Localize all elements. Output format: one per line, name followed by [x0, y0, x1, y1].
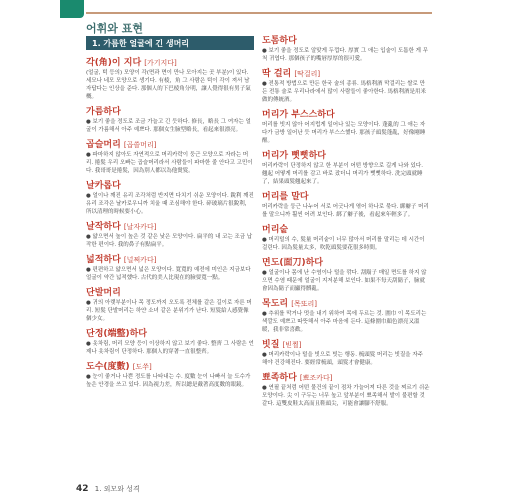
chapter-title: 어휘와 표현 [86, 22, 143, 35]
vocab-entry [262, 299, 430, 334]
vocab-entry [262, 36, 430, 63]
vocab-entry [262, 110, 430, 145]
vocab-entry [262, 192, 430, 219]
vocab-headword [262, 299, 430, 310]
section-title: 1. 가름한 얼굴에 긴 생머리 [86, 36, 254, 50]
headword-text: 머리숱 [262, 225, 289, 235]
vocab-entry [86, 222, 254, 249]
headword-text: 각(角)이 지다 [86, 58, 142, 68]
headword-text: 머리가 부스스하다 [262, 110, 335, 120]
vocab-definition: ● 눈이 좋거나 나쁜 정도를 나타내는 수. 度數 눈이 나빠서 늘 도수가 높은 안경을 쓰고 있다. 因為視力差，所以總是戴著高度數的眼鏡。 [86, 374, 251, 388]
vocab-entry [86, 255, 254, 282]
pronunciation-bracket: [날자카다] [123, 223, 157, 231]
vocab-definition: ● 연필 끝처럼 어떤 물건의 끝이 점차 가늘어져 다른 것을 찌르기 쉬운 모양이다. 尖 이 구두는 너무 높고 앞부분이 뾰족해서 발이 불편할 것 같다. 這雙皮鞋太高而且鞋頭尖，可能會讓腳不舒服。 [262, 385, 430, 407]
corner-tab [60, 0, 84, 18]
vocab-definition: ● 파마하지 않아도 자연적으로 머리카락이 둥근 모양으로 자라는 머리. 捲髮 우리 오빠는 곱슬머리라서 사람들이 파마한 줄 안다고 고민이다. 我哥哥是捲髮，因為別人都以為他燙髮。 [86, 152, 253, 174]
headword-text: 곱슬머리 [86, 140, 121, 150]
vocab-headword [262, 192, 430, 203]
pronunciation-bracket: [널쩌카다] [123, 256, 157, 264]
right-entry-list [262, 36, 430, 408]
vocab-entry [86, 181, 254, 216]
pronunciation-bracket: [곱쓸머리] [123, 141, 157, 149]
headword-text: 넓적하다 [86, 255, 121, 265]
page-number: 42 [76, 484, 89, 494]
pronunciation-bracket: [빋찔] [282, 341, 302, 349]
vocab-definition: ● 머리털의 수, 髮量 머리숱이 너무 많아서 머리를 말리는 데 시간이 걸린다. 因為髮量太多，吹乾頭髮要花很多時間。 [262, 237, 425, 251]
vocab-headword [262, 151, 430, 162]
vocab-headword [262, 110, 430, 121]
headword-text: 목도리 [262, 299, 289, 309]
vocab-definition: ● 얼굴이나 몸에 난 수염이나 털을 깎다. 刮鬍子 매일 면도를 하지 않으면 수염 때문에 얼굴이 지저분해 보인다. 如果不每天刮鬍子，臉就會因為鬍子而顯得髒亂。 [262, 270, 427, 292]
vocab-definition: ● 얇으면서 높이 높은 것 같은 낮은 모양이다. 扁平的 내 코는 조금 납작한 편이다. 我的鼻子有點扁平。 [86, 234, 253, 248]
headword-text: 도수(度數) [86, 362, 130, 372]
vocab-entry [262, 340, 430, 367]
page-footer [76, 484, 140, 494]
vocab-headword [86, 181, 254, 192]
vocab-definition: 머리카락이 단정하지 않고 한 부분이 어떤 방향으로 길게 나와 있다. 翹起 어떻게 머리를 감고 바로 잤더니 머리가 뻣뻣하다. 洗完頭就睡了，結果頭髮翹起來了。 [262, 163, 423, 185]
vocab-entry [262, 225, 430, 252]
footer-chapter-label: 1. 외모와 성격 [94, 485, 140, 493]
pronunciation-bracket: [딱걸리] [294, 70, 321, 78]
pronunciation-bracket: [목또리] [291, 300, 317, 308]
vocab-headword [262, 225, 430, 236]
pronunciation-bracket: [뾰조카다] [299, 374, 333, 382]
vocab-definition: (얼굴, 턱 등의) 모양이 각(면과 면이 만나 모아지는 곳 부분)이 있다. 세모나 네모 모양으로 생기다. 有棱，角 그 사람은 턱이 각이 져서 남자답다는 인상을 준다. 那個人的下巴棱角分明，讓人覺得很有男子氣概。 [86, 70, 251, 100]
headword-text: 딱 걸리 [262, 69, 292, 79]
vocab-entry [262, 69, 430, 104]
headword-text: 머리가 뻣뻣하다 [262, 151, 326, 161]
vocab-entry [86, 107, 254, 134]
headword-text: 면도(面刀)하다 [262, 258, 324, 268]
headword-text: 뾰족하다 [262, 373, 297, 383]
vocab-entry [86, 58, 254, 101]
headword-text: 가름하다 [86, 107, 121, 117]
headword-text: 머리를 말다 [262, 192, 309, 202]
vocab-headword [262, 373, 430, 384]
headword-text: 빗질 [262, 340, 280, 350]
top-rule-divider [86, 12, 432, 14]
vocab-definition: ● 머리카락이나 털을 빗으로 빗는 행동. 梳頭髮 머리는 빗질을 자주 해야 건강해진다. 要經常梳頭，頭髮才會健康。 [262, 352, 423, 366]
vocab-definition: ● 옷차림, 머리 모양 등이 이상하지 않고 보기 좋다. 整齊 그 사람은 언제나 옷차림이 단정하다. 那個人的穿著一直很整齊。 [86, 341, 254, 355]
vocab-headword [262, 258, 430, 269]
vocab-headword [86, 107, 254, 118]
vocab-definition: 머리카락을 둥근 나누어 서로 어긋나게 엮어 하나로 묶다. 綁辮子 머리를 말으니까 훨씬 어려 보인다. 綁了辮子後，看起來年輕多了。 [262, 204, 429, 218]
vocab-headword [262, 340, 430, 351]
vocab-entry [86, 288, 254, 323]
vocab-definition: ● 전통적 방법으로 만든 한국 술의 종류. 馬格利酒 막걸리는 쌀로 만든 전통 술로 우리나라에서 많이 사람들이 좋아한다. 馬格利酒是用米做的傳統酒。 [262, 81, 427, 103]
vocab-headword [86, 222, 254, 233]
pronunciation-bracket: [가기지다] [144, 59, 177, 67]
vocab-definition: 머리를 빗지 않아 어지럽게 일어나 있는 모양이다. 蓬亂的 그 애는 자다가 금방 일어난 듯 머리가 부스스했다. 那孩子頭髮蓬亂，好像剛睡醒。 [262, 122, 426, 144]
vocab-headword [86, 140, 254, 151]
headword-text: 단정(端整)하다 [86, 329, 148, 339]
vocab-definition: ● 보기 좋을 정도로 조금 가늘고 긴 듯하다. 修長，略長 그 여자는 얼굴이 가름해서 아주 예쁘다. 那個女生臉型略長，看起來很漂亮。 [86, 119, 251, 133]
vocab-definition: ● 편편하고 얇으면서 넓은 모양이다. 寬寬的 예전에 미인은 지금보다 얼굴이 약간 넓적했다. 古代的美人比現在的臉要寬一點。 [86, 267, 251, 281]
vocab-headword [86, 58, 254, 69]
headword-text: 도톰하다 [262, 36, 297, 46]
left-column [86, 36, 254, 395]
vocab-entry [86, 329, 254, 356]
vocab-headword [262, 69, 430, 80]
vocab-entry [262, 258, 430, 293]
vocab-headword [86, 255, 254, 266]
vocab-entry [86, 140, 254, 175]
headword-text: 날카롭다 [86, 181, 121, 191]
pronunciation-bracket: [도쑤] [132, 363, 152, 371]
vocab-entry [262, 151, 430, 186]
vocab-entry [262, 373, 430, 408]
vocab-entry [86, 362, 254, 389]
vocab-headword [86, 362, 254, 373]
vocab-definition: ● 보기 좋을 정도로 알맞게 두껍다. 厚實 그 애는 입술이 도톰한 게 무척 귀엽다. 那個孩子的嘴唇厚厚的很可愛。 [262, 48, 429, 62]
left-entry-list [86, 58, 254, 389]
vocab-definition: ● 귀의 아랫부분이나 목 정도까지 오도록 전체를 같은 길이로 자른 머리. 短髮 단발머리는 하얀 소녀 같은 분위기가 난다. 短髮給人感覺像個少女。 [86, 300, 252, 322]
vocab-definition: ● 얼이나 깨진 유리 조각처럼 반지면 다치기 쉬운 모양이다. 銳利 깨진 유리 조각은 날카로우니까 치울 때 조심해야 한다. 碎玻璃片很銳利，所以清理的時候要小心。 [86, 193, 254, 215]
vocab-headword [86, 288, 254, 299]
headword-text: 날작하다 [86, 222, 121, 232]
vocab-headword [86, 329, 254, 340]
vocab-headword [262, 36, 430, 47]
headword-text: 단발머리 [86, 288, 121, 298]
vocab-definition: ● 추위를 막거나 멋을 내기 위하여 목에 두르는 것. 圍巾 이 목도리는 색깔도 예쁘고 따뜻해서 아주 마음에 든다. 這條圍巾顏色漂亮又溫暖，我非常喜歡。 [262, 311, 427, 333]
right-column [262, 36, 430, 414]
